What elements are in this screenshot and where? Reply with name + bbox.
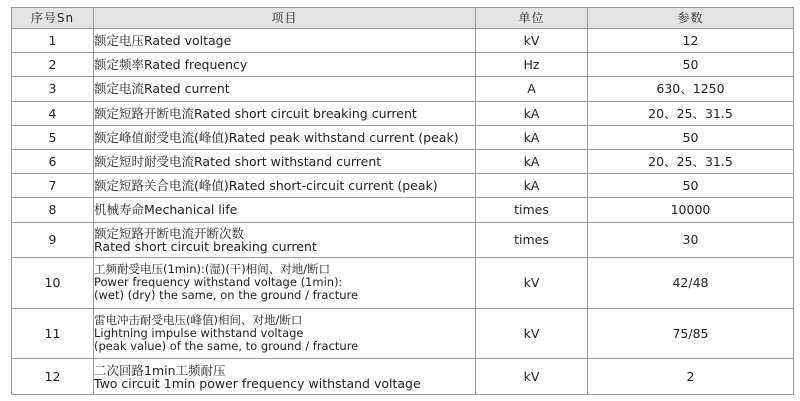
cell-unit: kV [476, 359, 588, 395]
cell-value: 50 [588, 174, 794, 198]
table-row [12, 359, 794, 395]
cell-unit: kA [476, 125, 588, 149]
item-text-line: Two circuit 1min power frequency withstand voltage [94, 375, 421, 391]
cell-no: 8 [12, 198, 94, 222]
cell-item [94, 174, 476, 198]
header-unit: 单位 [476, 8, 588, 29]
cell-value: 20、25、31.5 [588, 101, 794, 125]
item-text-line: 二次回路1min工频耐压 [94, 362, 226, 378]
cell-no: 5 [12, 125, 94, 149]
cell-item [94, 77, 476, 101]
table-row [12, 101, 794, 125]
cell-value: 50 [588, 125, 794, 149]
cell-no: 2 [12, 53, 94, 77]
cell-value: 30 [588, 222, 794, 258]
item-text-line: 雷电冲击耐受电压(峰值)相间、对地/断口 [94, 312, 303, 327]
cell-value: 20、25、31.5 [588, 149, 794, 173]
cell-value: 10000 [588, 198, 794, 222]
cell-item [94, 258, 476, 308]
cell-unit: times [476, 198, 588, 222]
cell-unit: A [476, 77, 588, 101]
cell-item [94, 125, 476, 149]
cell-item [94, 222, 476, 258]
cell-no: 6 [12, 149, 94, 173]
cell-item [94, 308, 476, 358]
cell-item [94, 359, 476, 395]
table-row [12, 174, 794, 198]
cell-value: 75/85 [588, 308, 794, 358]
item-text-line: 额定电压Rated voltage [94, 33, 232, 49]
cell-value: 630、1250 [588, 77, 794, 101]
cell-unit: kV [476, 308, 588, 358]
item-text-line: 额定峰值耐受电流(峰值)Rated peak withstand current (peak) [94, 129, 459, 145]
header-item: 项目 [94, 8, 476, 29]
cell-unit: kA [476, 149, 588, 173]
cell-unit: times [476, 222, 588, 258]
table-row [12, 53, 794, 77]
table-header [12, 8, 794, 29]
cell-no: 4 [12, 101, 94, 125]
cell-item [94, 29, 476, 53]
cell-no: 7 [12, 174, 94, 198]
header-no: 序号Sn [12, 8, 94, 29]
cell-value: 50 [588, 53, 794, 77]
table-row [12, 149, 794, 173]
cell-item [94, 53, 476, 77]
spec-table [11, 7, 794, 395]
table-row [12, 198, 794, 222]
cell-no: 12 [12, 359, 94, 395]
item-text-line: 额定电流Rated current [94, 81, 230, 97]
item-text-line: 额定短路开断电流开断次数 [94, 225, 245, 241]
table-row [12, 222, 794, 258]
cell-item [94, 149, 476, 173]
cell-no: 3 [12, 77, 94, 101]
cell-no: 1 [12, 29, 94, 53]
item-text-line: 额定短时耐受电流Rated short withstand current [94, 154, 382, 170]
cell-no: 9 [12, 222, 94, 258]
table-row [12, 77, 794, 101]
cell-value: 42/48 [588, 258, 794, 308]
table-body [12, 29, 794, 395]
item-text-line: Rated short circuit breaking current [94, 238, 317, 254]
cell-item [94, 198, 476, 222]
item-text-line: Power frequency withstand voltage (1min): [94, 275, 343, 290]
item-text-line: 工频耐受电压(1min):(湿)(干)相间、对地/断口 [94, 262, 331, 277]
cell-item [94, 101, 476, 125]
table-row [12, 308, 794, 358]
item-text-line: 额定短路关合电流(峰值)Rated short-circuit current (peak) [94, 178, 438, 194]
cell-value: 2 [588, 359, 794, 395]
table-row [12, 258, 794, 308]
cell-no: 11 [12, 308, 94, 358]
cell-no: 10 [12, 258, 94, 308]
cell-value: 12 [588, 29, 794, 53]
item-text-line: (peak value) of the same, to ground / fracture [94, 338, 359, 353]
header-value: 参数 [588, 8, 794, 29]
item-text-line: 额定短路开断电流Rated short circuit breaking current [94, 105, 417, 121]
item-text-line: (wet) (dry) the same, on the ground / fracture [94, 288, 359, 303]
cell-unit: Hz [476, 53, 588, 77]
table-row [12, 125, 794, 149]
item-text-line: Lightning impulse withstand voltage [94, 325, 304, 340]
cell-unit: kA [476, 174, 588, 198]
cell-unit: kV [476, 258, 588, 308]
item-text-line: 机械寿命Mechanical life [94, 202, 238, 218]
cell-unit: kV [476, 29, 588, 53]
table-row [12, 29, 794, 53]
item-text-line: 额定频率Rated frequency [94, 57, 248, 73]
cell-unit: kA [476, 101, 588, 125]
